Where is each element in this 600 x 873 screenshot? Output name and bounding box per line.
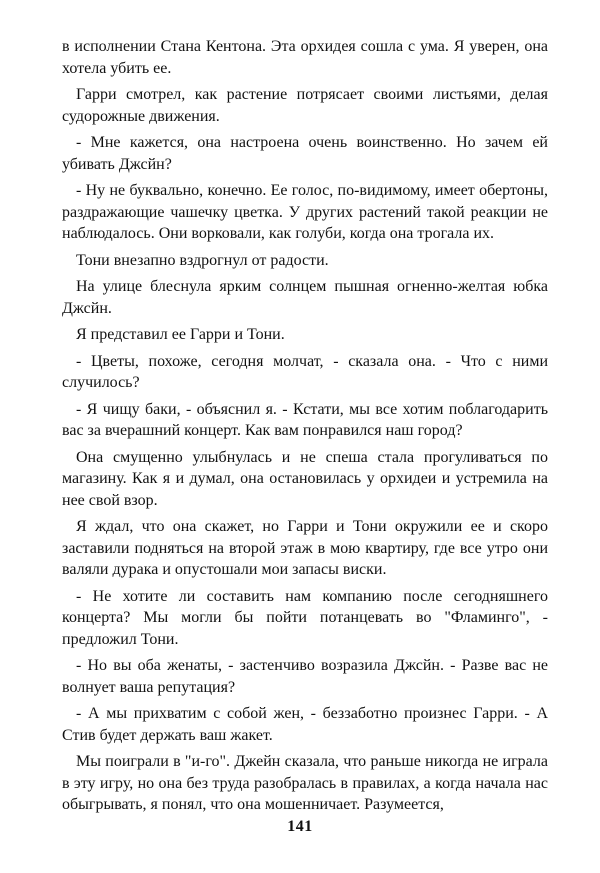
paragraph-13: - Но вы оба женаты, - застенчиво возразила Джсйн. - Разве вас не волнует ваша репутация? xyxy=(62,657,548,696)
paragraph-10: Она смущенно улыбнулась и не спеша стала прогуливаться по магазину. Как я и думал, она остановилась у орхидеи и устремила на нее свой взор. xyxy=(62,448,548,509)
paragraph-7: Я представил ее Гарри и Тони. xyxy=(76,326,285,343)
paragraph-14: - А мы прихватим с собой жен, - беззаботно произнес Гарри. - А Стив будет держать ваш жакет. xyxy=(62,705,548,744)
paragraph-2: Гарри смотрел, как растение потрясает своими листьями, делая судорожные движения. xyxy=(62,86,548,125)
page-body xyxy=(62,36,548,821)
paragraph-6: На улице блеснула ярким солнцем пышная огненно-желтая юбка Джсйн. xyxy=(62,278,548,317)
page-number: 141 xyxy=(287,818,313,835)
paragraph-9: - Я чищу баки, - объяснил я. - Кстати, мы все хотим поблагодарить вас за вчерашний концерт. Как вам понравился наш город? xyxy=(62,400,548,439)
paragraph-8: - Цветы, похоже, сегодня молчат, - сказала она. - Что с ними случилось? xyxy=(62,352,548,391)
paragraph-4: - Ну не буквально, конечно. Ее голос, по-видимому, имеет обертоны, раздражающие чашечку цветка. У других растений такой реакции не наблюдалось. Они ворковали, как голуби, когда она трогала их. xyxy=(62,182,548,242)
paragraph-1: в исполнении Стана Кентона. Эта орхидея сошла с ума. Я уверен, она хотела убить ее. xyxy=(62,38,548,77)
paragraph-11: Я ждал, что она скажет, но Гарри и Тони окружили ее и скоро заставили подняться на второй этаж в мою квартиру, где все утро они валяли дурака и опустошали мои запасы виски. xyxy=(62,518,548,578)
paragraph-15: Мы поиграли в "и-го". Джейн сказала, что раньше никогда не играла в эту игру, но она без труда разобралась в правилах, а когда начала нас обыгрывать, я понял, что она мошенничает. Разумеется, xyxy=(62,753,548,813)
paragraph-5: Тони внезапно вздрогнул от радости. xyxy=(76,251,329,269)
paragraph-12: - Не хотите ли составить нам компанию после сегодняшнего концерта? Мы могли бы пойти потанцевать во "Фламинго", - предложил Тони. xyxy=(62,587,548,648)
paragraph-3: - Мне кажется, она настроена очень воинственно. Но зачем ей убивать Джсйн? xyxy=(62,134,548,173)
